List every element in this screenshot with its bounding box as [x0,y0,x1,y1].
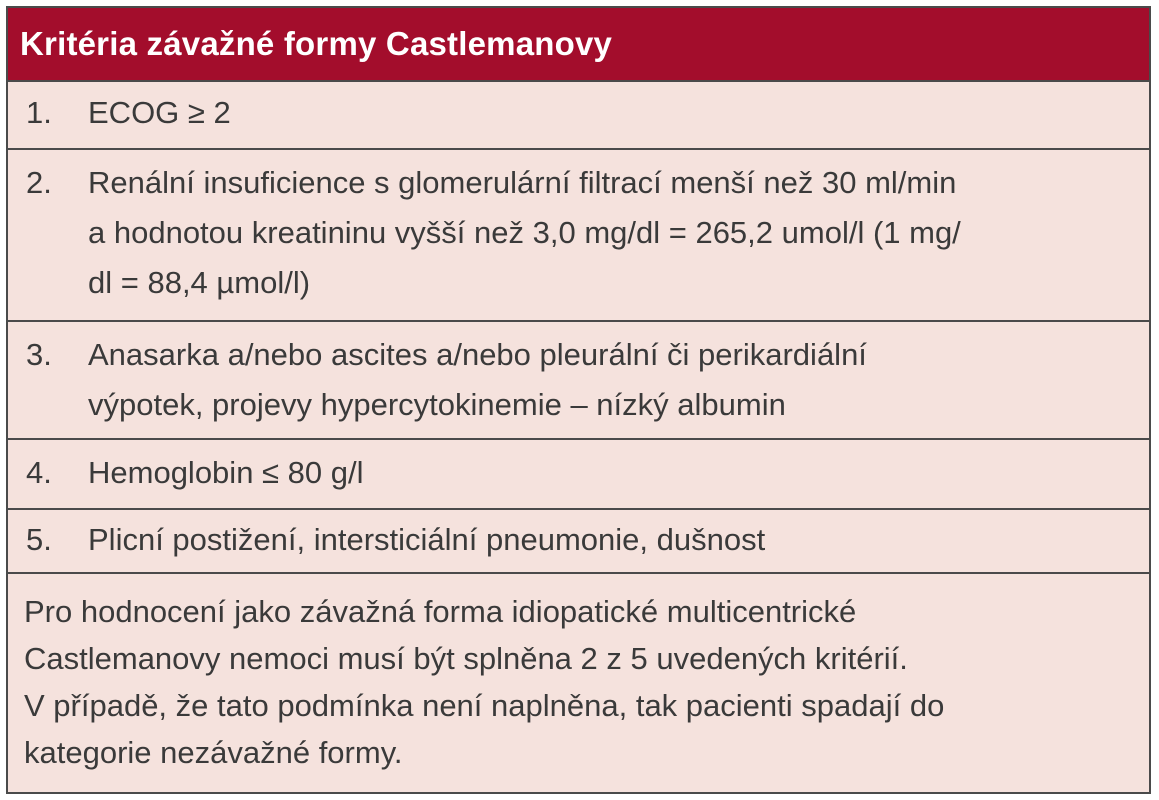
criteria-number: 4. [26,455,52,490]
table-title: Kritéria závažné formy Castlemanovy [20,25,613,62]
criteria-text: ECOG ≥ 2 [88,95,231,130]
criteria-row-4 [8,440,1149,510]
criteria-number: 2. [26,165,52,200]
criteria-text: Plicní postižení, intersticiální pneumonie, dušnost [88,522,766,557]
criteria-text: Anasarka a/nebo ascites a/nebo pleurální či perikardiální výpotek, projevy hypercytokinemie – nízký albumin [88,337,867,422]
table-header [8,8,1149,82]
criteria-number: 3. [26,337,52,372]
criteria-row-2 [8,150,1149,322]
criteria-number: 5. [26,522,52,557]
criteria-number: 1. [26,95,52,130]
criteria-row-5 [8,510,1149,574]
criteria-row-3 [8,322,1149,440]
criteria-text: Renální insuficience s glomerulární filtrací menší než 30 ml/min a hodnotou kreatininu vyšší než 3,0 mg/dl = 265,2 umol/l (1 mg/ dl = 88,4 µmol/l) [88,165,961,300]
criteria-note: Pro hodnocení jako závažná forma idiopatické multicentrické Castlemanovy nemoci musí být splněna 2 z 5 uvedených kritérií. V případě, že tato podmínka není naplněna, tak pacienti spadají do kategorie nezávažné formy. [24,594,945,770]
criteria-table [6,6,1151,794]
criteria-text: Hemoglobin ≤ 80 g/l [88,455,364,490]
criteria-row-1 [8,82,1149,150]
